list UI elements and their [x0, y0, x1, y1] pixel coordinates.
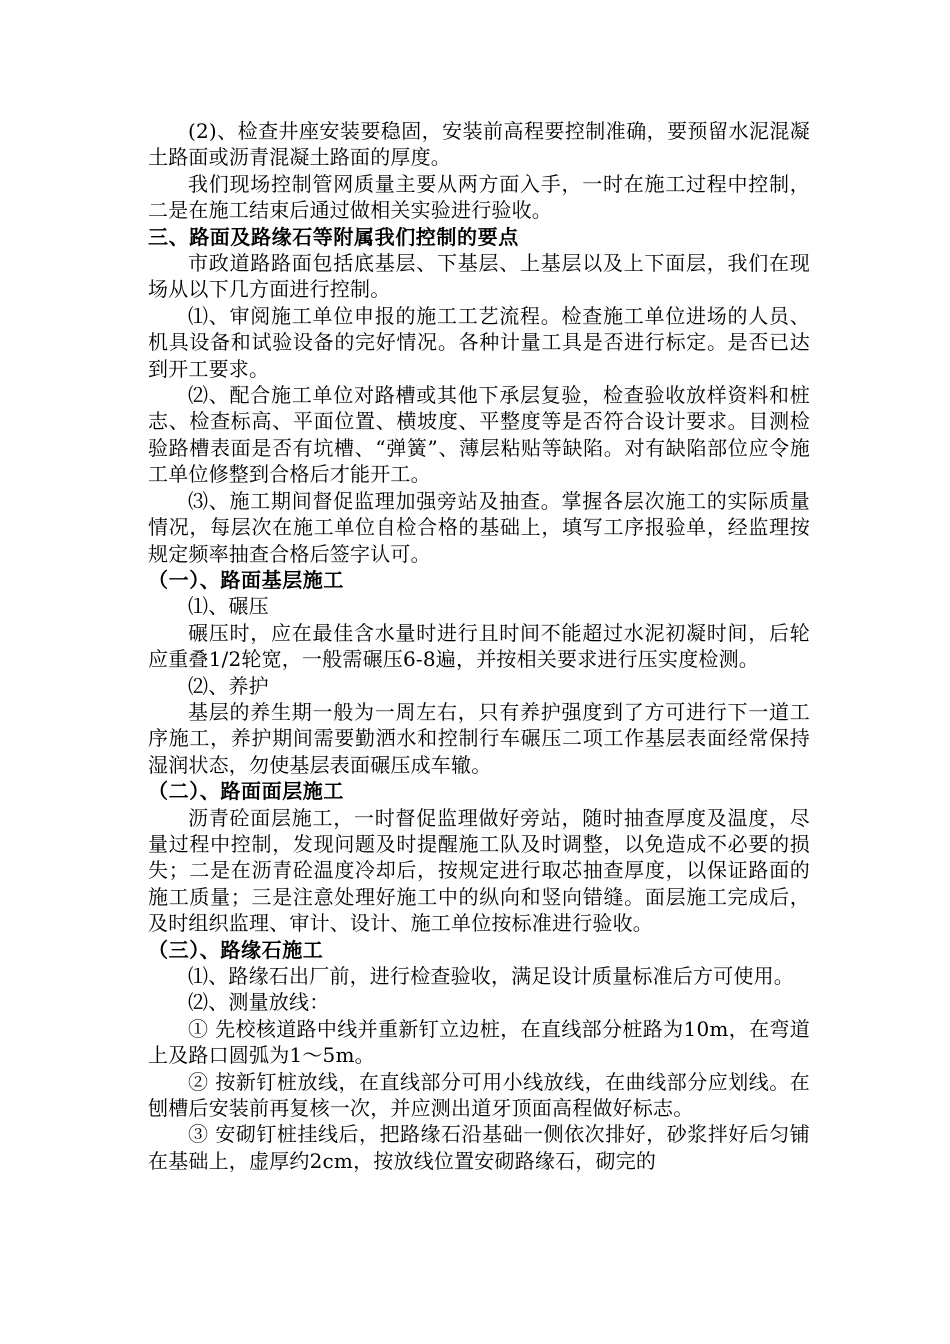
paragraph: ① 先校核道路中线并重新钉立边桩，在直线部分桩路为10m，在弯道上及路口圆弧为1～5m。 [148, 1016, 810, 1068]
paragraph: 沥青砼面层施工，一时督促监理做好旁站，随时抽查厚度及温度，尽量过程中控制，发现问题及时提醒施工队及时调整，以免造成不必要的损失；二是在沥青砼温度冷却后，按规定进行取芯抽查厚度，以保证路面的施工质量；三是注意处理好施工中的纵向和竖向错缝。面层施工完成后，及时组织监理、审计、设计、施工单位按标准进行验收。 [148, 805, 810, 936]
paragraph: (2)、检查井座安装要稳固，安装前高程要控制准确，要预留水泥混凝土路面或沥青混凝土路面的厚度。 [148, 119, 810, 170]
subsection-heading: （一）、路面基层施工 [148, 567, 344, 592]
paragraph: ⑶、施工期间督促监理加强旁站及抽查。掌握各层次施工的实际质量情况，每层次在施工单位自检合格的基础上，填写工序报验单，经监理按规定频率抽查合格后签字认可。 [148, 488, 810, 566]
list-item-label: ⑴、碾压 [188, 594, 269, 619]
subsection-heading: （三）、路缘石施工 [148, 937, 324, 962]
list-item-label: ⑵、养护 [188, 673, 269, 698]
paragraph: ⑴、审阅施工单位申报的施工工艺流程。检查施工单位进场的人员、机具设备和试验设备的完好情况。各种计量工具是否进行标定。是否已达到开工要求。 [148, 303, 810, 381]
paragraph: 我们现场控制管网质量主要从两方面入手，一时在施工过程中控制，二是在施工结束后通过做相关实验进行验收。 [148, 171, 810, 223]
paragraph: ③ 安砌钉桩挂线后，把路缘石沿基础一侧依次排好，砂浆拌好后匀铺在基础上，虚厚约2cm，按放线位置安砌路缘石，砌完的 [148, 1122, 810, 1173]
paragraph: 市政道路路面包括底基层、下基层、上基层以及上下面层，我们在现场从以下几方面进行控制。 [148, 251, 810, 302]
section-heading: 三、路面及路缘石等附属我们控制的要点 [148, 224, 519, 249]
paragraph: 基层的养生期一般为一周左右，只有养护强度到了方可进行下一道工序施工，养护期间需要勤洒水和控制行车碾压二项工作基层表面经常保持湿润状态，勿使基层表面碾压成车辙。 [148, 699, 810, 777]
paragraph: 碾压时，应在最佳含水量时进行且时间不能超过水泥初凝时间，后轮应重叠1/2轮宽，一般需碾压6-8遍，并按相关要求进行压实度检测。 [148, 620, 810, 672]
subsection-heading: （二）、路面面层施工 [148, 779, 344, 804]
list-item-label: ⑵、测量放线： [188, 990, 330, 1015]
paragraph: ⑵、配合施工单位对路槽或其他下承层复验，检查验收放样资料和桩志、检查标高、平面位置、横坡度、平整度等是否符合设计要求。目测检验路槽表面是否有坑槽、“弹簧”、薄层粘贴等缺陷。对有缺陷部位应令施工单位修整到合格后才能开工。 [148, 383, 810, 487]
paragraph: ⑴、路缘石出厂前，进行检查验收，满足设计质量标准后方可使用。 [188, 964, 794, 988]
paragraph: ② 按新钉桩放线，在直线部分可用小线放线，在曲线部分应划线。在刨槽后安装前再复核一次，并应测出道牙顶面高程做好标志。 [148, 1069, 810, 1121]
document-page [148, 118, 810, 1174]
